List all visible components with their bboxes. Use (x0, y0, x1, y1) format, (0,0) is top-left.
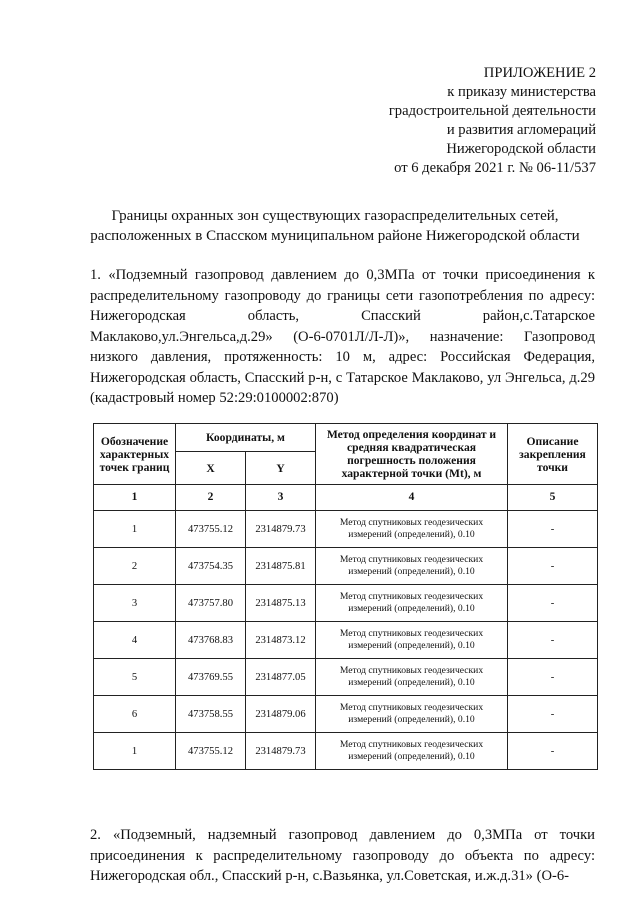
column-number: 3 (246, 485, 316, 511)
title-line: Границы охранных зон существующих газораспределительных сетей, (111, 208, 559, 224)
table-row (94, 548, 598, 585)
method-cell: Метод спутниковых геодезических измерений (определений), 0.10 (316, 548, 508, 585)
x-cell: 473758.55 (176, 696, 246, 733)
method-cell: Метод спутниковых геодезических измерений (определений), 0.10 (316, 696, 508, 733)
table-row (94, 696, 598, 733)
paragraph-1: 1. «Подземный газопровод давлением до 0,3МПа от точки присоединения к распределительному газопроводу до границы сети газопотребления по адресу: Нижегородская область, Спасский район,с.Татарское Маклаково,ул.Энгельса,д.29» (О-6-0701Л/Л-Л)», назначение: Газопровод низкого давления, протяженность: 10 м, адрес: Российская Федерация, Нижегородская область, Спасский р-н, с Татарское Маклаково, ул Энгельса, д.29 (кадастровый номер 52:29:0100002:870) (90, 267, 595, 406)
description-cell: - (508, 622, 598, 659)
description-cell: - (508, 696, 598, 733)
method-cell: Метод спутниковых геодезических измерений (определений), 0.10 (316, 511, 508, 548)
document-header (389, 64, 596, 178)
y-cell: 2314873.12 (246, 622, 316, 659)
header-y: Y (246, 452, 316, 485)
point-cell: 4 (94, 622, 176, 659)
x-cell: 473769.55 (176, 659, 246, 696)
column-number: 4 (316, 485, 508, 511)
method-cell: Метод спутниковых геодезических измерений (определений), 0.10 (316, 585, 508, 622)
document-title (80, 206, 590, 246)
table-row (94, 622, 598, 659)
description-cell: - (508, 585, 598, 622)
description-cell: - (508, 733, 598, 770)
point-cell: 5 (94, 659, 176, 696)
x-cell: 473755.12 (176, 733, 246, 770)
column-number: 2 (176, 485, 246, 511)
column-number: 1 (94, 485, 176, 511)
y-cell: 2314875.13 (246, 585, 316, 622)
y-cell: 2314875.81 (246, 548, 316, 585)
column-number-row (94, 485, 598, 511)
header-point: Обозначение характерных точек границ (94, 424, 176, 485)
header-method: Метод определения координат и средняя квадратическая погрешность положения характерной точки (Mt), м (316, 424, 508, 485)
x-cell: 473754.35 (176, 548, 246, 585)
header-coords: Координаты, м (176, 424, 316, 452)
order-date-number: от 6 декабря 2021 г. № 06-11/537 (394, 160, 596, 176)
method-cell: Метод спутниковых геодезических измерений (определений), 0.10 (316, 622, 508, 659)
appendix-label: ПРИЛОЖЕНИЕ 2 (483, 65, 596, 81)
description-cell: - (508, 511, 598, 548)
y-cell: 2314879.06 (246, 696, 316, 733)
header-description: Описание закрепления точки (508, 424, 598, 485)
coordinates-table (93, 423, 598, 770)
description-cell: - (508, 548, 598, 585)
y-cell: 2314879.73 (246, 733, 316, 770)
point-cell: 3 (94, 585, 176, 622)
description-cell: - (508, 659, 598, 696)
method-cell: Метод спутниковых геодезических измерений (определений), 0.10 (316, 659, 508, 696)
point-cell: 1 (94, 511, 176, 548)
method-cell: Метод спутниковых геодезических измерений (определений), 0.10 (316, 733, 508, 770)
table-row (94, 511, 598, 548)
header-line: Нижегородской области (446, 141, 596, 157)
column-number: 5 (508, 485, 598, 511)
point-cell: 6 (94, 696, 176, 733)
y-cell: 2314879.73 (246, 511, 316, 548)
header-line: к приказу министерства (447, 84, 596, 100)
point-cell: 1 (94, 733, 176, 770)
paragraph-2: 2. «Подземный, надземный газопровод давлением до 0,3МПа от точки присоединения к распределительному газопроводу до объекта по адресу: Нижегородская обл., Спасский р-н, с.Вазьянка, ул.Советская, и.ж.д.31» (О-6- (90, 827, 595, 884)
header-x: X (176, 452, 246, 485)
x-cell: 473755.12 (176, 511, 246, 548)
x-cell: 473757.80 (176, 585, 246, 622)
table-row (94, 733, 598, 770)
point-cell: 2 (94, 548, 176, 585)
x-cell: 473768.83 (176, 622, 246, 659)
header-line: градостроительной деятельности (388, 103, 596, 119)
table-row (94, 585, 598, 622)
title-line: расположенных в Спасском муниципальном районе Нижегородской области (90, 228, 580, 244)
header-line: и развития агломераций (446, 122, 596, 138)
table-row (94, 659, 598, 696)
y-cell: 2314877.05 (246, 659, 316, 696)
